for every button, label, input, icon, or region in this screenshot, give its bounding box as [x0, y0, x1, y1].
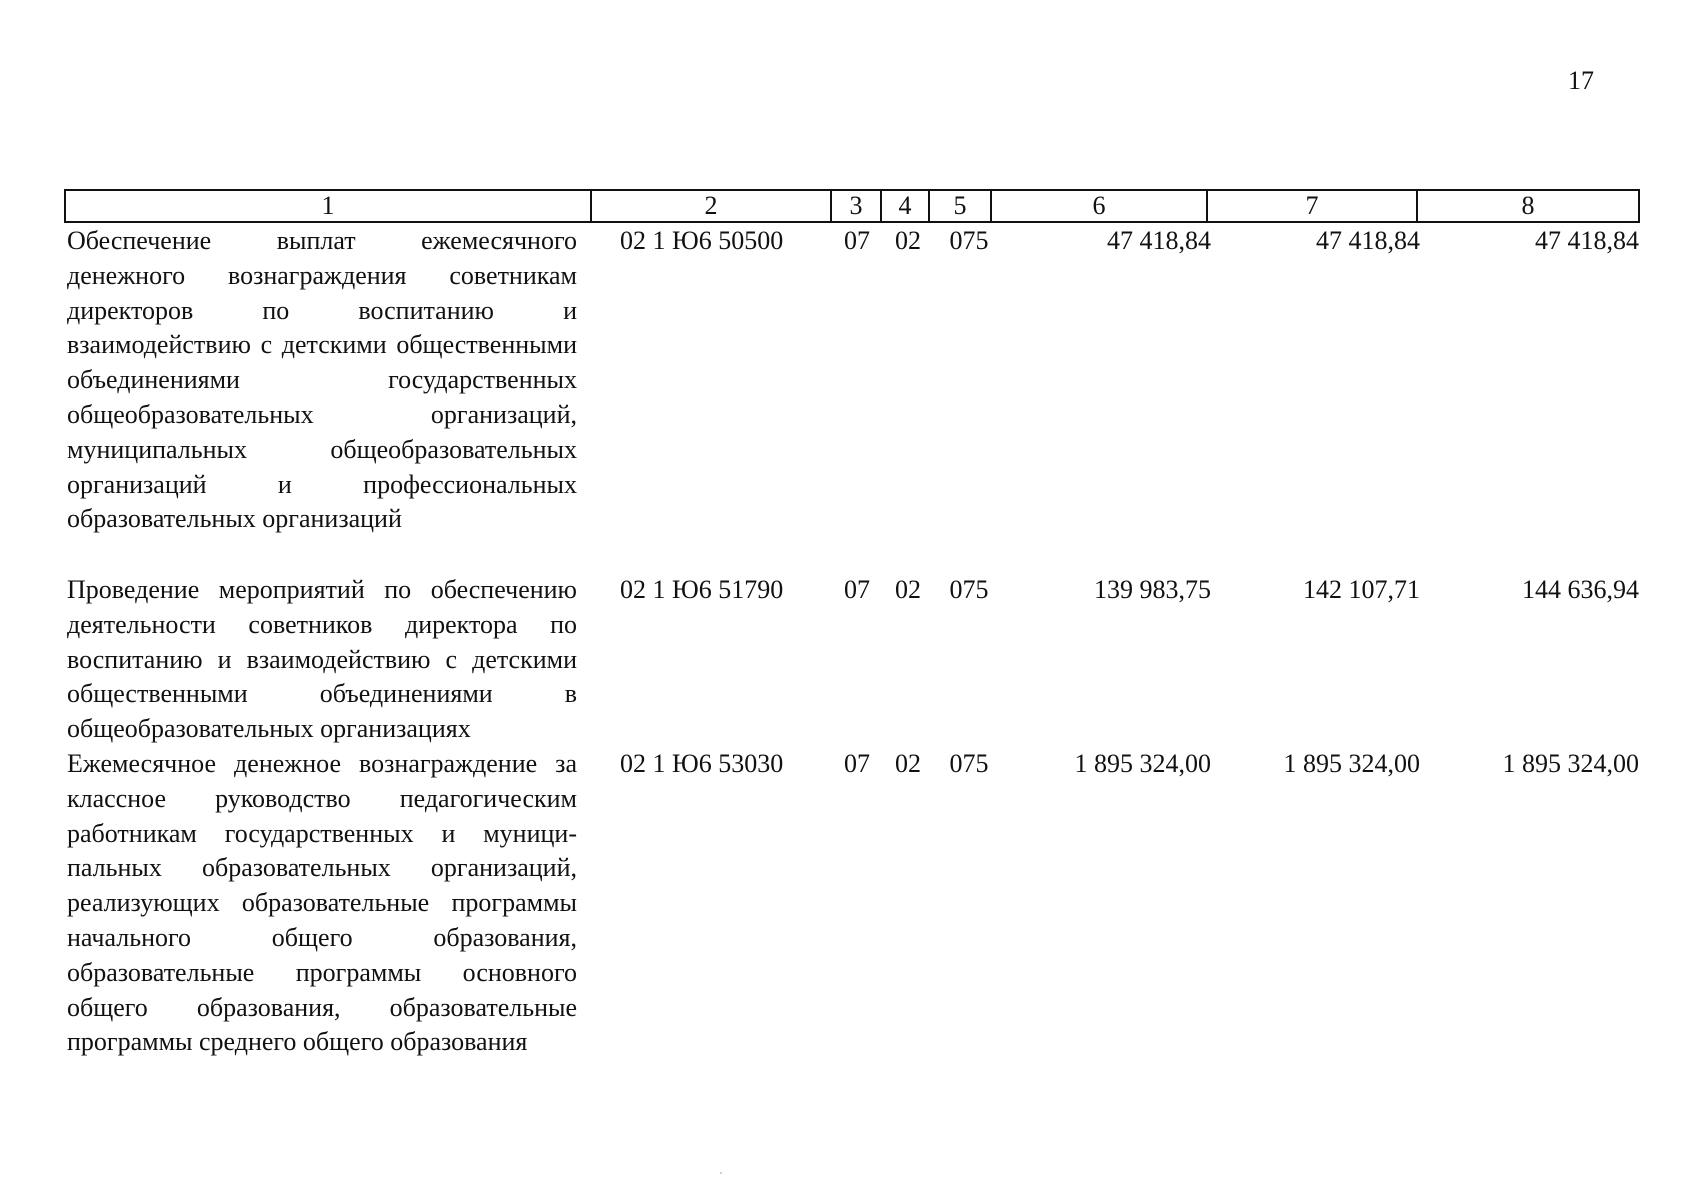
- row-section: 07: [844, 226, 870, 255]
- scan-speck: [720, 1172, 722, 1174]
- row-subsection: 02: [895, 226, 921, 255]
- row-value-col6: 1 895 324,00: [1074, 749, 1211, 778]
- column-header-5: 5: [929, 190, 991, 222]
- row-value-col6: 47 418,84: [1107, 226, 1211, 255]
- row-name: Проведение мероприятий по обеспечению деятельности советников директора по воспитанию и взаимодействию с детскими общественными объединениями в общеобразовательных организациях: [67, 575, 577, 744]
- row-expense-type: 075: [949, 226, 989, 255]
- row-value-col8: 47 418,84: [1535, 226, 1639, 255]
- row-value-col8: 144 636,94: [1522, 575, 1639, 604]
- row-code: 02 1 Ю6 53030: [620, 749, 784, 778]
- row-value-col8: 1 895 324,00: [1502, 749, 1639, 778]
- page-number: 17: [1568, 66, 1594, 95]
- column-header-3: 3: [831, 190, 881, 222]
- row-code: 02 1 Ю6 51790: [620, 575, 784, 604]
- column-header-6: 6: [991, 190, 1207, 222]
- column-number-header: [64, 189, 1640, 223]
- column-header-4: 4: [881, 190, 929, 222]
- row-name: Обеспечение выплат ежемесячного денежного вознаграждения советникам директоров по воспитанию и взаимодействию с детскими общественными объединениями государственных общеобразовательных организаций, муниципальных общеобразовательных организаций и профессиональных образовательных организаций: [67, 226, 577, 534]
- row-value-col7: 47 418,84: [1316, 226, 1420, 255]
- row-value-col7: 142 107,71: [1303, 575, 1420, 604]
- column-header-2: 2: [591, 190, 831, 222]
- row-section: 07: [844, 575, 870, 604]
- row-value-col7: 1 895 324,00: [1283, 749, 1420, 778]
- column-header-8: 8: [1417, 190, 1639, 222]
- row-value-col6: 139 983,75: [1094, 575, 1211, 604]
- row-code: 02 1 Ю6 50500: [620, 226, 784, 255]
- row-name: Ежемесячное денежное вознаграждение за классное руководство педагогическим работникам государственных и муници-пальных образовательных организаций, реализующих образовательные программы начального общего образования, образовательные программы основного общего образования, образовательные программы среднего общего образования: [67, 749, 577, 1057]
- row-expense-type: 075: [949, 575, 989, 604]
- row-subsection: 02: [895, 749, 921, 778]
- row-subsection: 02: [895, 575, 921, 604]
- row-section: 07: [844, 749, 870, 778]
- column-header-7: 7: [1207, 190, 1417, 222]
- row-expense-type: 075: [949, 749, 989, 778]
- column-header-1: 1: [65, 190, 591, 222]
